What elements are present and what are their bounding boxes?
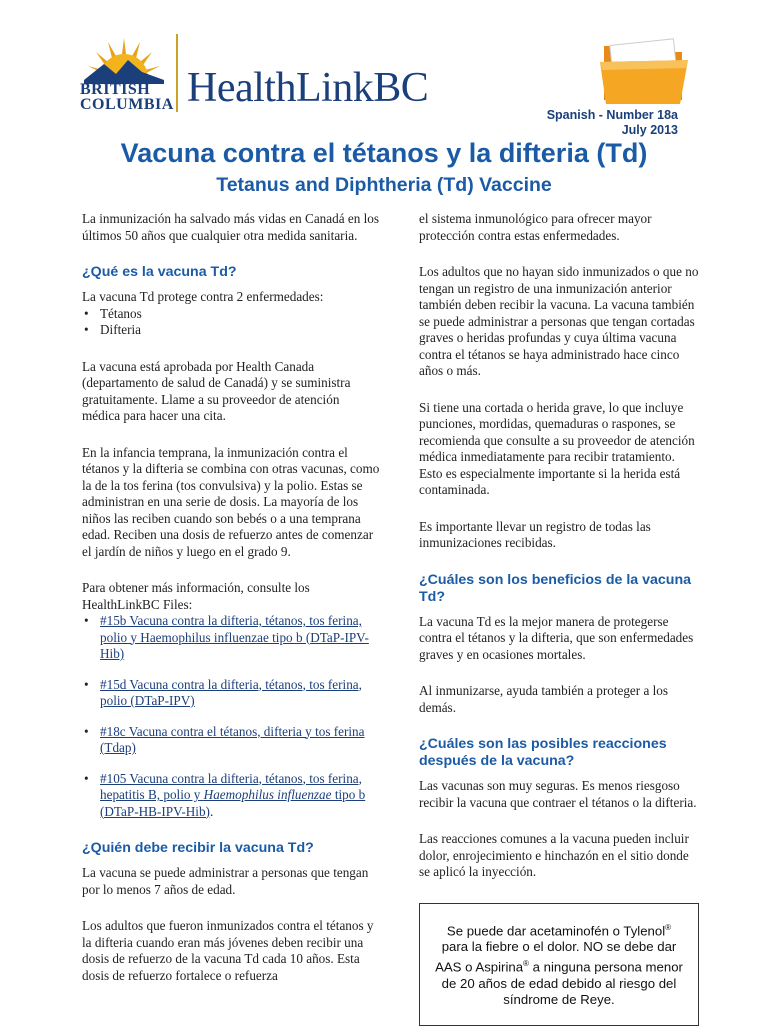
list-item: • Difteria <box>82 322 380 339</box>
approval-paragraph: La vacuna está aprobada por Health Canada (departamento de salud de Canadá) y se suministra gratuitamente. Llame a su proveedor de atención médica para hacer una cita. <box>82 358 351 423</box>
series-number: Spanish - Number 18a <box>546 108 678 122</box>
unimmunized-paragraph: Los adultos que no hayan sido inmunizados o que no tengan un registro de una inmunización anterior también deben recibir la vacuna. La vacuna también se puede administrar a personas que tengan cortadas graves o heridas profundas y cuya última vacuna contra el tétanos se haya administrado hace cinco años o más. <box>419 264 699 378</box>
record-paragraph: Es importante llevar un registro de todas las inmunizaciones recibidas. <box>419 518 651 550</box>
left-column <box>82 211 380 1004</box>
more-info-paragraph: Para obtener más información, consulte los HealthLinkBC Files: <box>82 580 310 612</box>
organization-name: BRITISH COLUMBIA <box>80 81 174 113</box>
page-subtitle: Tetanus and Diphtheria (Td) Vaccine <box>216 174 552 196</box>
heading-reactions: ¿Cuáles son las posibles reacciones después de la vacuna? <box>419 736 667 769</box>
safety-paragraph: Las vacunas son muy seguras. Es menos riesgoso recibir la vacuna que contraer el tétanos o la difteria. <box>419 778 697 810</box>
file-link-15b[interactable]: #15b Vacuna contra la difteria, tétanos, tos ferina, polio y Haemophilus influenzae tipo b (DTaP-IPV-Hib) <box>100 613 369 661</box>
logo-divider <box>176 34 178 112</box>
heading-what-is: ¿Qué es la vacuna Td? <box>82 264 237 280</box>
common-reactions-paragraph: Las reacciones comunes a la vacuna pueden incluir dolor, enrojecimiento e hinchazón en el sitio donde se aplicó la inyección. <box>419 831 689 879</box>
continuation-paragraph: el sistema inmunológico para ofrecer mayor protección contra estas enfermedades. <box>419 211 652 243</box>
heading-who: ¿Quién debe recibir la vacuna Td? <box>82 840 314 856</box>
healthlink-files-list <box>82 613 380 820</box>
heading-benefits: ¿Cuáles son los beneficios de la vacuna Td? <box>419 571 692 605</box>
list-item <box>82 724 380 757</box>
notice-box: Se puede dar acetaminofén o Tylenol® para la fiebre o el dolor. NO se debe dar AAS o Aspirina® a ninguna persona menor de 20 años de edad debido al riesgo del síndrome de Reye. <box>419 903 699 1026</box>
adults-paragraph: Los adultos que fueron inmunizados contra el tétanos y la difteria cuando eran más jóvenes deben recibir una dosis de refuerzo de la vacuna Td cada 10 años. Esta dosis de refuerzo fortalece o refuerza <box>82 918 374 983</box>
brand-name: HealthLinkBC <box>187 65 429 111</box>
folder-icon <box>596 28 696 110</box>
protect-paragraph: Al inmunizarse, ayuda también a proteger a los demás. <box>419 683 669 715</box>
publication-date: July 2013 <box>621 123 678 137</box>
file-link-15d[interactable]: #15d Vacuna contra la difteria, tétanos, tos ferina, polio (DTaP-IPV) <box>100 676 362 708</box>
list-item: • #105 Vacuna contra la difteria, tétanos, tos ferina, hepatitis B, polio y Haemophilus influenzae tipo b (DTaP-HB-IPV-Hib). <box>82 771 380 821</box>
right-column <box>419 211 699 1026</box>
wound-paragraph: Si tiene una cortada o herida grave, lo que incluye punciones, mordidas, quemaduras o raspones, se recomienda que consulte a su proveedor de atención médica inmediatamente para recibir tratamiento. Esto es especialmente importante si la herida está contaminada. <box>419 399 695 497</box>
file-link-105[interactable]: #105 Vacuna contra la difteria, tétanos, tos ferina, hepatitis B, polio y Haemophilus influenzae tipo b (DTaP-HB-IPV-Hib) <box>100 770 366 819</box>
infancy-paragraph: En la infancia temprana, la inmunización contra el tétanos y la difteria se combina con otras vacunas, como la de la tos ferina (tos convulsiva) y la polio. Estas se administran en una serie de dosis. La mayoría de los niños las reciben cuando son bebés o a una temprana edad. Reciben una dosis de refuerzo antes de comenzar el jardín de niños y luego en el grado 9. <box>82 444 380 559</box>
file-link-18c[interactable]: #18c Vacuna contra el tétanos, difteria y tos ferina (Tdap) <box>100 723 365 755</box>
benefits-paragraph: La vacuna Td es la mejor manera de protegerse contra el tétanos y la difteria, que son enfermedades graves y en ocasiones mortales. <box>419 613 694 662</box>
page-title: Vacuna contra el tétanos y la difteria (Td) <box>120 138 648 168</box>
who-paragraph: La vacuna se puede administrar a personas que tengan por lo menos 7 años de edad. <box>82 865 369 897</box>
intro-paragraph: La inmunización ha salvado más vidas en Canadá en los últimos 50 años que cualquier otra medida sanitaria. <box>82 211 379 243</box>
list-item <box>82 677 380 710</box>
document-header <box>0 0 768 140</box>
document-meta <box>547 108 678 138</box>
what-paragraph: La vacuna Td protege contra 2 enfermedades: <box>82 289 324 304</box>
list-item <box>82 613 380 663</box>
list-item: • Tétanos <box>82 306 380 323</box>
disease-list <box>82 306 380 339</box>
